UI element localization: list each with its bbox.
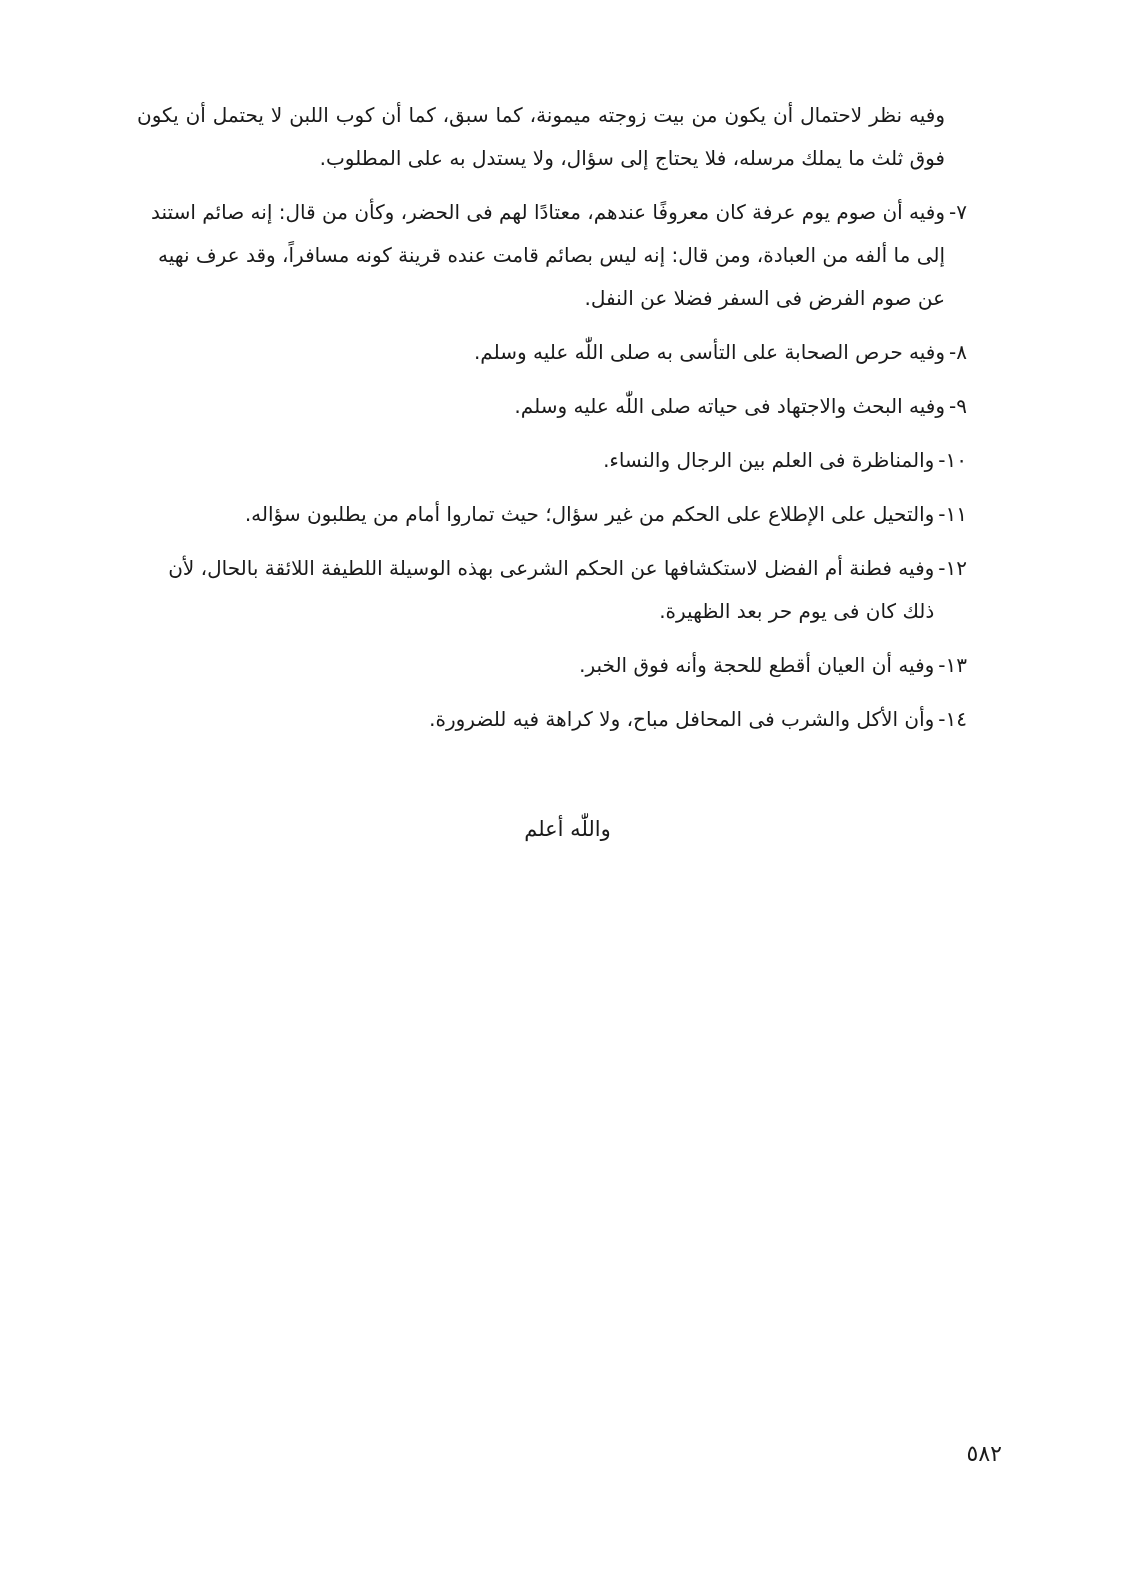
list-item-12 (137, 547, 967, 633)
item-number: ١٠- (938, 448, 967, 472)
item-number: ١٢- (938, 556, 967, 580)
list-item-11 (137, 493, 967, 536)
item-number: ٨- (949, 340, 967, 364)
item-number: ١٤- (938, 707, 967, 731)
list-item-8 (137, 331, 967, 374)
item-text: وفيه أن العيان أقطع للحجة وأنه فوق الخبر. (579, 653, 935, 677)
body-text (137, 94, 967, 752)
item-number: ٩- (949, 394, 967, 418)
item-number: ١٣- (938, 653, 967, 677)
list-item-7 (137, 191, 967, 320)
item-text: والتحيل على الإطلاع على الحكم من غير سؤال؛ حيث تماروا أمام من يطلبون سؤاله. (244, 502, 935, 526)
list-item-10 (137, 439, 967, 482)
item-text: وفيه أن صوم يوم عرفة كان معروفًا عندهم، معتادًا لهم فى الحضر، وكأن من قال: إنه صائم استند إلى ما ألفه من العبادة، ومن قال: إنه ليس بصائم قامت عنده قرينة كونه مسافراً، وقد عرف نهيه عن صوم الفرض فى السفر فضلا عن النفل. (151, 200, 946, 310)
list-item-14 (137, 698, 967, 741)
list-item-9 (137, 385, 967, 428)
item-text: والمناظرة فى العلم بين الرجال والنساء. (603, 448, 935, 472)
closing-phrase: واللّٰه أعلم (524, 817, 611, 841)
item-text: وأن الأكل والشرب فى المحافل مباح، ولا كراهة فيه للضرورة. (429, 707, 935, 731)
item-number: ٧- (949, 200, 967, 224)
item-text: وفيه فطنة أم الفضل لاستكشافها عن الحكم الشرعى بهذه الوسيلة اللطيفة اللائقة بالحال، لأن ذلك كان فى يوم حر بعد الظهيرة. (168, 556, 935, 623)
item-number: ١١- (938, 502, 967, 526)
intro-paragraph: وفيه نظر لاحتمال أن يكون من بيت زوجته ميمونة، كما سبق، كما أن كوب اللبن لا يحتمل أن يكون فوق ثلث ما يملك مرسله، فلا يحتاج إلى سؤال، ولا يستدل به على المطلوب. (137, 103, 945, 170)
page-number: ٥٨٢ (966, 1442, 1002, 1467)
item-text: وفيه البحث والاجتهاد فى حياته صلى اللّٰه عليه وسلم. (514, 394, 946, 418)
item-text: وفيه حرص الصحابة على التأسى به صلى اللّٰه عليه وسلم. (473, 340, 946, 364)
list-item-13 (137, 644, 967, 687)
